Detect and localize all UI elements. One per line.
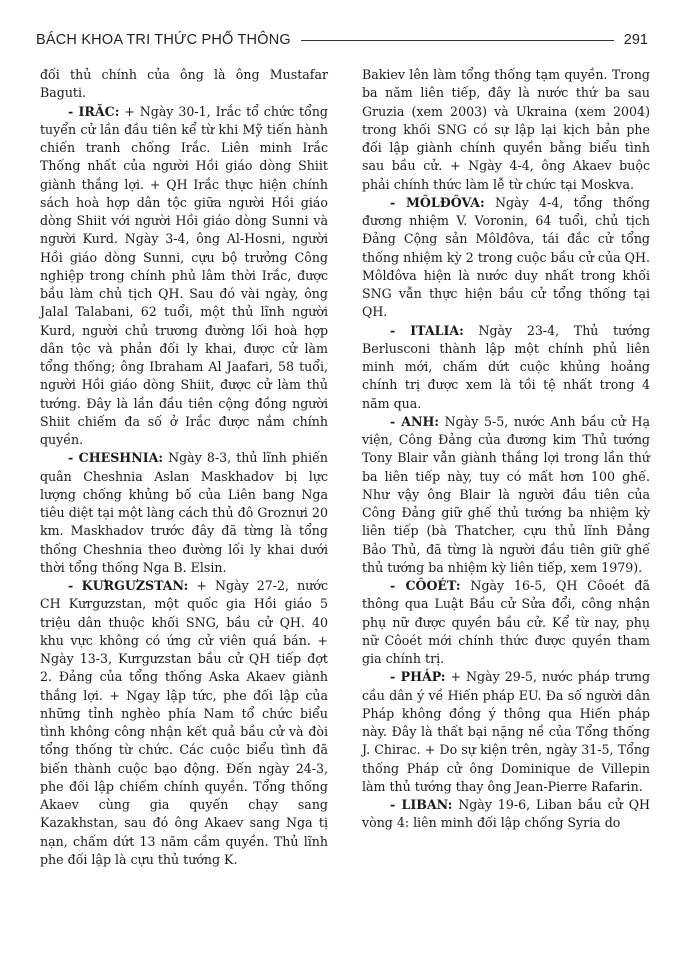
paragraph-text: đối thủ chính của ông là ông Mustafar Baguti. <box>40 67 328 101</box>
entry-heading: - IRĂC: <box>68 103 120 119</box>
entry-irac <box>40 103 328 450</box>
entry-text: + Ngày 29-5, nước pháp trưng cầu dân ý về Hiến pháp EU. Đa số người dân Pháp không đồng ý thông qua Hiến pháp này. Đây là thất bại nặng nề của Tổng thống J. Chirac. + Do sự kiện trên, ngày 31-5, Tổng thống Pháp cử ông Dominique de Villepin làm thủ tướng thay ông Jean-Pierre Rafarin. <box>362 669 651 794</box>
entry-italia <box>362 322 650 413</box>
entry-text: Ngày 5-5, nước Anh bầu cử Hạ viện, Công Đảng của đương kim Thủ tướng Tony Blair vẫn giành thắng lợi trong lần thứ ba liên tiếp này, tuy có mất hơn 100 ghế. Như vậy ông Blair là người đầu tiên của Công Đảng giữ ghế thủ tướng ba nhiệm kỳ liên tiếp (bà Thatcher, cựu thủ lĩnh Đảng Bảo Thủ, đã từng là người đầu tiên giữ ghế thủ tướng ba nhiệm kỳ liên tiếp, xem 1979). <box>362 413 650 575</box>
entry-phap <box>362 668 650 796</box>
entry-heading: - CÔOÉT: <box>390 578 461 593</box>
paragraph-text: Bakiev lên làm tổng thống tạm quyền. Trong ba năm liên tiếp, đây là nước thứ ba sau Gruzia (xem 2003) và Ukraina (xem 2004) trong khối SNG có sự lập lại kịch bản phe đối lập giành chính quyền bằng biểu tình sau bầu cử. + Ngày 4-4, ông Akaev buộc phải chính thức làm lễ từ chức tại Moskva. <box>362 67 650 192</box>
entry-heading: - ITALIA: <box>390 322 464 338</box>
paragraph-continuation <box>40 66 328 103</box>
paragraph-continuation <box>362 66 650 194</box>
entry-text: Ngày 23-4, Thủ tướng Berlusconi thành lập một chính phủ liên minh mới, chấm dứt cuộc khủng hoảng chính trị được xem là tồi tệ nhất trong 4 năm qua. <box>362 322 651 411</box>
entry-text: Ngày 8-3, thủ lĩnh phiến quân Cheshnia Aslan Maskhadov bị lực lượng chống khủng bố của Liên bang Nga tiêu diệt tại một làng cách thủ đô Groznưi 20 km. Maskhadov trước đây đã từng là tổng thống Cheshnia theo đường lối ly khai dưới thời tổng thống Nga B. Elsin. <box>40 450 329 575</box>
entry-text: + Ngày 27-2, nước CH Kưrgưzstan, một quốc gia Hồi giáo 5 triệu dân thuộc khối SNG, bầu cử QH. 40 khu vực không có ứng cử viên quá bán. + Ngày 13-3, Kưrgưzstan bầu cử QH tiếp đợt 2. Đảng của tổng thống Aska Akaev giành thắng lợi. + Ngay lập tức, phe đối lập của những tỉnh nghèo phía Nam tổ chức biểu tình không công nhận kết quả bầu cử và đòi tổng thống từ chức. Các cuộc biểu tình đã biến thành cuộc bạo động. Đến ngày 24-3, phe đối lập chiếm chính quyền. Tổng thống Akaev cùng gia quyến chạy sang Kazakhstan, sau đó ông Akaev sang Nga tị nạn, chấm dứt 13 năm cầm quyền. Thủ lĩnh phe đối lập là cựu thủ tướng K. <box>40 578 328 867</box>
entry-heading: - CHESHNIA: <box>68 450 164 466</box>
entry-kurguzstan <box>40 577 328 869</box>
entry-liban <box>362 796 650 833</box>
entry-cooet <box>362 577 650 668</box>
left-column <box>40 66 328 869</box>
right-column <box>362 66 650 833</box>
entry-heading: - ANH: <box>390 413 440 429</box>
page-number: 291 <box>623 32 648 48</box>
entry-text: + Ngày 30-1, Irắc tổ chức tổng tuyển cử lần đầu tiên kể từ khi Mỹ tiến hành chiến tranh chống Irắc. Liên minh Irắc Thống nhất của người Hồi giáo dòng Shiit giành thắng lợi. + QH Irắc thực hiện chính sách hoà hợp dân tộc giữa người Hồi giáo dòng Shiit với người Hồi giáo dòng Sunni và người Kurd. Ngày 3-4, ông Al-Hosni, người Hồi giáo dòng Sunni, cựu bộ trưởng Công nghiệp trong chính phủ lâm thời Irắc, được bầu làm chủ tịch QH. Sau đó vài ngày, ông Jalal Talabani, 62 tuổi, một thủ lĩnh người Kurd, người chủ trương đường lối hoà hợp dân tộc và phản đối ly khai, được cử làm tổng thống; ông Ibraham Al Jaafari, 58 tuổi, người Hồi giáo dòng Shiit, được cử làm thủ tướng. Đây là lần đầu tiên cộng đồng người Shiit chiếm đa số ở Irắc được nắm chính quyền. <box>40 103 328 447</box>
header-rule <box>301 40 614 41</box>
entry-text: Ngày 16-5, QH Côoét đã thông qua Luật Bầu cử Sửa đổi, công nhận phụ nữ được quyền bầu cử. Kể từ nay, phụ nữ Côoét mới chính thức được quyền tham gia chính trị. <box>362 578 650 666</box>
entry-heading: - LIBAN: <box>390 797 453 812</box>
entry-moldova <box>362 194 650 322</box>
entry-cheshnia <box>40 449 328 577</box>
entry-heading: - PHÁP: <box>390 669 446 685</box>
entry-text: Ngày 19-6, Liban bầu cử QH vòng 4: liên minh đối lập chống Syria do <box>362 797 651 831</box>
entry-text: Ngày 4-4, tổng thống đương nhiệm V. Voronin, 64 tuổi, chủ tịch Đảng Cộng sản Môlđôva, tái đắc cử tổng thống nhiệm kỳ 2 trong cuộc bầu cử của QH. Môlđôva hiện là nước duy nhất trong khối SNG vẫn thực hiện bầu cử tổng thống tại QH. <box>362 194 650 320</box>
entry-heading: - MÔLĐÔVA: <box>390 194 485 210</box>
header-title: BÁCH KHOA TRI THỨC PHỔ THÔNG <box>36 32 291 48</box>
entry-anh <box>362 413 650 577</box>
running-header <box>36 28 648 52</box>
entry-heading: - KƯRGƯZSTAN: <box>68 578 189 593</box>
